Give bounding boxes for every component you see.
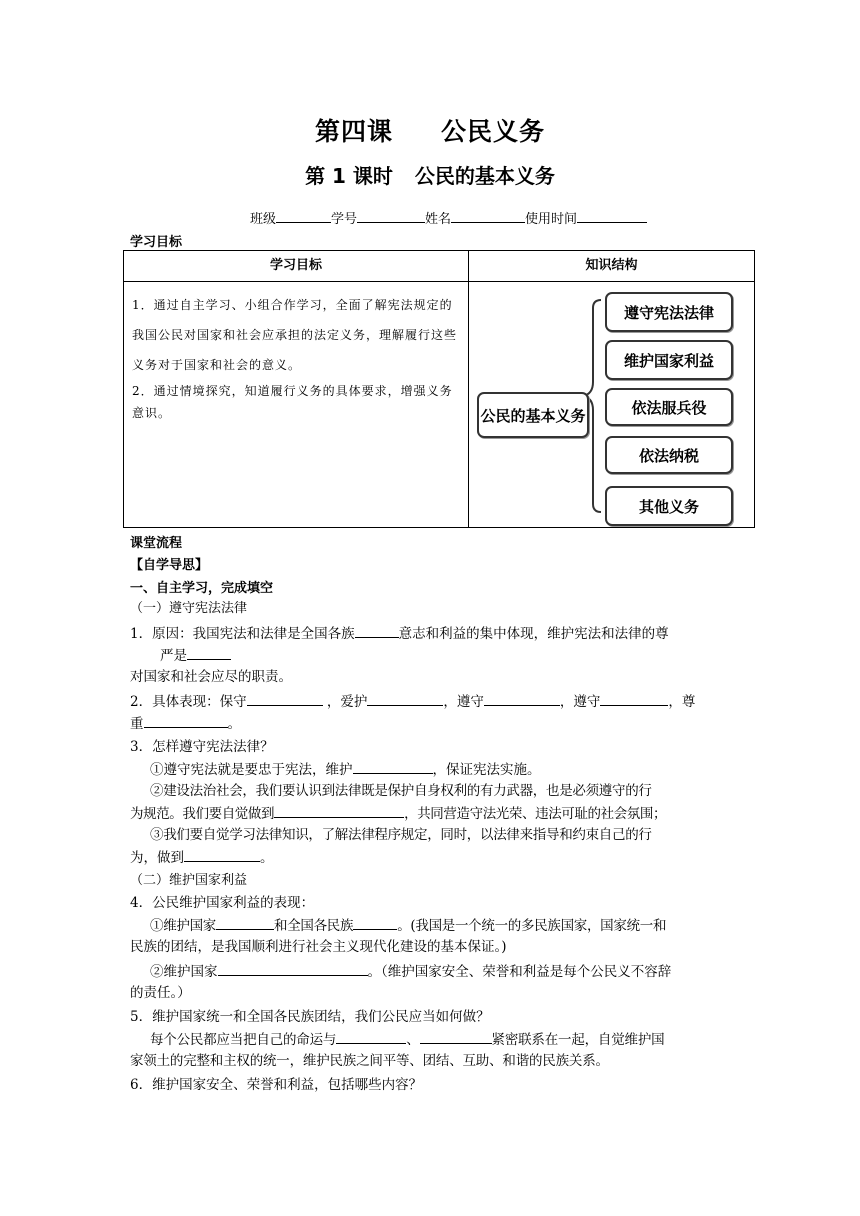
q3-2-blank[interactable] xyxy=(274,802,404,818)
q3-3-line2 xyxy=(130,846,730,869)
map-item-2: 维护国家利益 xyxy=(605,340,733,380)
q3-1-text-a: ①遵守宪法就是要忠于宪法，维护 xyxy=(150,762,353,778)
q4-2-line2: 的责任。） xyxy=(130,985,191,1001)
q4-1-line2: 民族的团结，是我国顺利进行社会主义现代化建设的基本保证。) xyxy=(130,939,507,955)
class-label: 班级 xyxy=(250,212,277,227)
goals-cell xyxy=(124,282,469,528)
q4-1-text-c: 。(我国是一个统一的多民族国家，国家统一和 xyxy=(397,918,667,934)
q2-line2 xyxy=(130,712,730,735)
q5-text-c: 紧密联系在一起，自觉维护国 xyxy=(491,1032,665,1048)
q3-1-line xyxy=(130,758,750,781)
q3-1-text-b: ，保证宪法实施。 xyxy=(432,762,541,778)
q2-text-a: 2．具体表现：保守 xyxy=(130,694,247,710)
q4-2-text-b: 。（维护国家安全、荣誉和利益是每个公民义不容辞 xyxy=(367,964,672,980)
goal-1: 1．通过自主学习、小组合作学习，全面了解宪法规定的我国公民对国家和社会应承担的法定义务，理解履行这些义务对于国家和社会的意义。 xyxy=(132,298,458,372)
name-label: 姓名 xyxy=(425,212,452,227)
q1-text-a: 1．原因：我国宪法和法律是全国各族 xyxy=(130,626,355,642)
q3-3-text-c: 。 xyxy=(260,850,274,866)
number-blank[interactable] xyxy=(357,209,425,223)
map-item-4: 依法纳税 xyxy=(605,436,733,474)
q4-title: 4．公民维护国家利益的表现： xyxy=(130,895,315,911)
q4-1-blank-1[interactable] xyxy=(216,914,274,930)
q3-2-text-c: ，共同营造守法光荣、违法可耻的社会氛围； xyxy=(404,806,667,822)
number-label: 学号 xyxy=(331,212,358,227)
map-item-3: 依法服兵役 xyxy=(605,388,733,426)
q2-text-d: ，遵守 xyxy=(559,694,601,710)
period-title xyxy=(0,160,860,189)
q2-text-g: 。 xyxy=(227,716,241,732)
q3-2-line1: ②建设法治社会，我们要认识到法律既是保护自身权利的有力武器，也是必须遵守的行 xyxy=(150,783,652,799)
q2-blank-2[interactable] xyxy=(367,690,443,706)
q5-line2: 家领土的完整和主权的统一，维护民族之间平等、团结、互助、和谐的民族关系。 xyxy=(130,1053,609,1069)
q5-text-a: 每个公民都应当把自己的命运与 xyxy=(150,1032,337,1048)
knowledge-map-cell xyxy=(469,282,755,528)
q2-blank-5[interactable] xyxy=(144,712,228,728)
q1-text-b: 意志和利益的集中体现，维护宪法和法律的尊 xyxy=(398,626,669,642)
q2-text-e: ，尊 xyxy=(668,694,696,710)
lesson-topic: 公民义务 xyxy=(441,117,546,146)
q2-blank-3[interactable] xyxy=(484,690,560,706)
q4-1-text-b: 和全国各民族 xyxy=(274,918,354,934)
q5-line1 xyxy=(130,1028,750,1051)
q4-1-blank-2[interactable] xyxy=(353,914,397,930)
q4-1-text-a: ①维护国家 xyxy=(150,918,216,934)
q3-2-line2 xyxy=(130,802,730,825)
map-item-1: 遵守宪法法律 xyxy=(605,292,733,332)
q2-blank-4[interactable] xyxy=(600,690,668,706)
lesson-title xyxy=(0,112,860,148)
task-1-title: 一、自主学习，完成填空 xyxy=(130,581,274,596)
q5-blank-2[interactable] xyxy=(420,1028,492,1044)
q2-text-b: ，爱护 xyxy=(326,694,368,710)
q3-3-text-b: 为，做到 xyxy=(130,850,184,866)
goals-header: 学习目标 xyxy=(124,251,469,282)
map-root: 公民的基本义务 xyxy=(477,392,589,438)
q1-line1 xyxy=(130,622,730,645)
sub-heading-2: （二）维护国家利益 xyxy=(130,873,248,888)
lesson-number: 第四课 xyxy=(314,117,393,146)
sub-heading-1: （一）遵守宪法法律 xyxy=(130,601,248,616)
period-topic: 公民的基本义务 xyxy=(414,164,555,188)
class-blank[interactable] xyxy=(276,209,331,223)
q3-2-text-b: 为规范。我们要自觉做到 xyxy=(130,806,275,822)
objectives-section-title: 学习目标 xyxy=(130,235,183,250)
q3-3-line1: ③我们要自觉学习法律知识，了解法律程序规定，同时，以法律来指导和约束自己的行 xyxy=(150,827,652,843)
q1-text-c: 严是 xyxy=(160,648,187,664)
time-label: 使用时间 xyxy=(525,212,578,227)
q3-title: 3．怎样遵守宪法法律？ xyxy=(130,739,274,755)
q5-title: 5．维护国家统一和全国各民族团结，我们公民应当如何做？ xyxy=(130,1009,490,1025)
q6-title: 6．维护国家安全、荣誉和利益，包括哪些内容？ xyxy=(130,1077,423,1093)
q2-blank-1[interactable] xyxy=(247,690,323,706)
name-blank[interactable] xyxy=(451,209,525,223)
q3-1-blank[interactable] xyxy=(353,758,433,774)
q4-1-line1 xyxy=(130,914,750,937)
q1-line3: 对国家和社会应尽的职责。 xyxy=(130,669,292,685)
q4-2-text-a: ②维护国家 xyxy=(150,964,218,980)
period-number: 第 1 课时 xyxy=(305,164,393,188)
q2-text-f: 重 xyxy=(130,716,144,732)
q1-blank-2[interactable] xyxy=(187,644,231,660)
q2-text-c: ，遵守 xyxy=(443,694,484,710)
q1-blank-1[interactable] xyxy=(355,622,399,638)
time-blank[interactable] xyxy=(577,209,647,223)
q5-text-b: 、 xyxy=(406,1032,420,1048)
q2-line1 xyxy=(130,690,730,713)
q1-line2 xyxy=(160,644,760,667)
flow-section-title: 课堂流程 xyxy=(130,536,183,551)
map-item-5: 其他义务 xyxy=(605,486,733,526)
q4-2-line1 xyxy=(130,960,750,983)
objectives-table xyxy=(123,250,755,528)
student-info-line xyxy=(250,208,647,227)
part-title: 【自学导思】 xyxy=(130,558,209,573)
structure-header: 知识结构 xyxy=(469,251,755,282)
q5-blank-1[interactable] xyxy=(336,1028,406,1044)
q4-2-blank[interactable] xyxy=(218,960,368,976)
goal-2: 2．通过情境探究，知道履行义务的具体要求，增强义务意识。 xyxy=(132,384,453,420)
q3-3-blank[interactable] xyxy=(184,846,260,862)
